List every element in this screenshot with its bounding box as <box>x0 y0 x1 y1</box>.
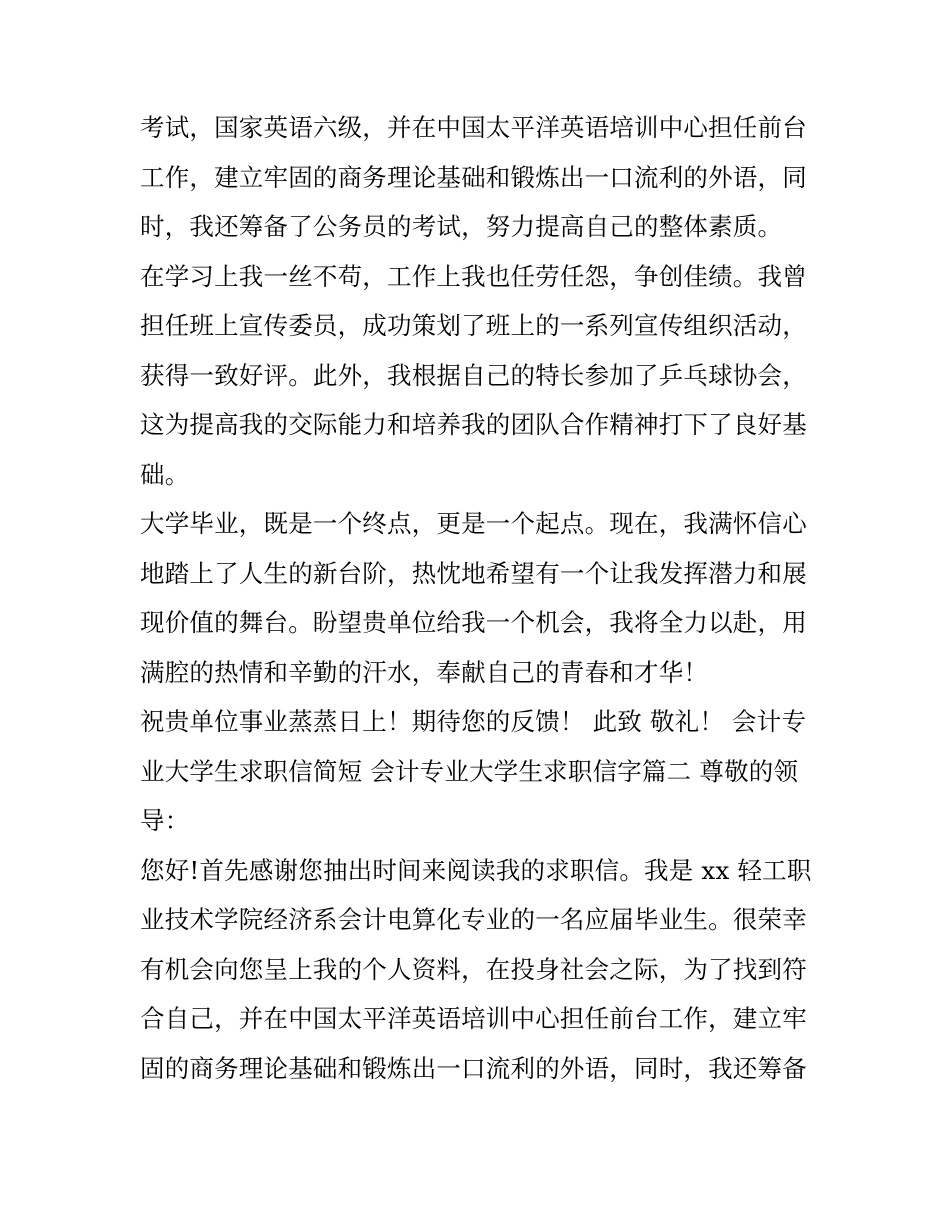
text-line: 祝贵单位事业蒸蒸日上！期待您的反馈！ 此致 敬礼！ 会计专 <box>140 707 807 736</box>
text-line: 担任班上宣传委员，成功策划了班上的一系列宣传组织活动， <box>140 311 807 340</box>
text-line: 有机会向您呈上我的个人资料，在投身社会之际，为了找到符 <box>140 955 807 984</box>
text-line: 这为提高我的交际能力和培养我的团队合作精神打下了良好基 <box>140 410 807 439</box>
text-line: 导： <box>140 806 190 835</box>
text-line: 合自己，并在中国太平洋英语培训中心担任前台工作，建立牢 <box>140 1004 807 1033</box>
text-line: 业技术学院经济系会计电算化专业的一名应届毕业生。很荣幸 <box>140 905 807 934</box>
text-line: 您好!首先感谢您抽出时间来阅读我的求职信。我是 xx 轻工职 <box>140 856 812 885</box>
text-line: 业大学生求职信简短 会计专业大学生求职信字篇二 尊敬的领 <box>140 757 799 786</box>
text-line: 获得一致好评。此外，我根据自己的特长参加了乒乓球协会， <box>140 361 807 390</box>
text-line: 地踏上了人生的新台阶，热忱地希望有一个让我发挥潜力和展 <box>140 559 807 588</box>
text-line: 大学毕业，既是一个终点，更是一个起点。现在，我满怀信心 <box>140 509 807 538</box>
text-line: 现价值的舞台。盼望贵单位给我一个机会，我将全力以赴，用 <box>140 608 807 637</box>
text-line: 时，我还筹备了公务员的考试，努力提高自己的整体素质。 <box>140 212 783 241</box>
text-line: 考试，国家英语六级，并在中国太平洋英语培训中心担任前台 <box>140 113 807 142</box>
text-line: 础。 <box>140 460 190 489</box>
text-line: 工作，建立牢固的商务理论基础和锻炼出一口流利的外语，同 <box>140 163 807 192</box>
text-line: 满腔的热情和辛勤的汗水，奉献自己的青春和才华！ <box>140 658 709 687</box>
text-line: 固的商务理论基础和锻炼出一口流利的外语，同时，我还筹备 <box>140 1054 807 1083</box>
text-line: 在学习上我一丝不苟，工作上我也任劳任怨，争创佳绩。我曾 <box>140 262 807 291</box>
